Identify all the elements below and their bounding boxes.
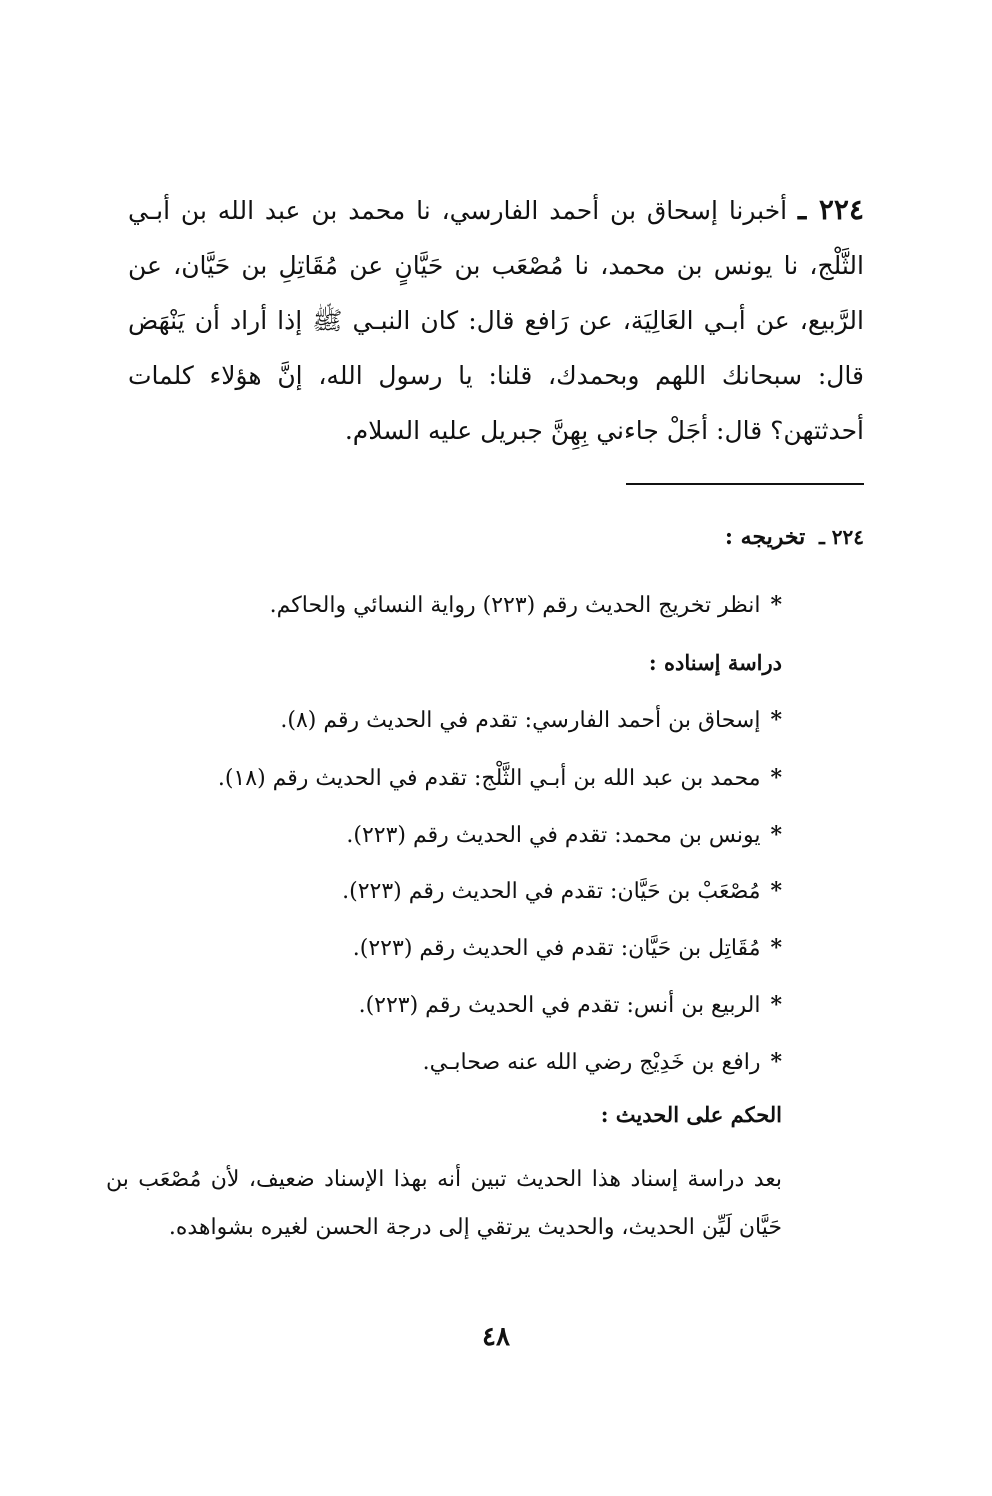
narrator-item <box>342 876 782 907</box>
isnad-heading: دراسة إسناده : <box>648 650 782 675</box>
page-number: ٤٨ <box>482 1322 510 1352</box>
narrator-item <box>218 763 782 794</box>
narrator-text: إسحاق بن أحمد الفارسي: تقدم في الحديث رقم (٨). <box>280 708 761 733</box>
narrator-item <box>346 820 782 851</box>
narrator-text: الربيع بن أنس: تقدم في الحديث رقم (٢٢٣). <box>358 993 761 1018</box>
takhrij-text: انظر تخريج الحديث رقم (٢٢٣) رواية النسائي والحاكم. <box>269 593 761 618</box>
ruling-paragraph: بعد دراسة إسناد هذا الحديث تبين أنه بهذا الإسناد ضعيف، لأن مُصْعَب بن حَيَّان لَيِّن الحديث، والحديث يرتقي إلى درجة الحسن لغيره بشواهده. <box>106 1167 782 1240</box>
narrator-text: مُصْعَبْ بن حَيَّان: تقدم في الحديث رقم (٢٢٣). <box>342 879 761 904</box>
footnote-divider <box>626 483 864 485</box>
bullet-star: * <box>770 822 782 848</box>
narrator-item <box>359 990 782 1021</box>
footnote-heading <box>725 524 864 550</box>
bullet-star: * <box>770 707 782 733</box>
bullet-star: * <box>770 878 782 904</box>
hadith-text: أخبرنا إسحاق بن أحمد الفارسي، نا محمد بن عبد الله بن أبـي الثَّلْج، نا يونس بن محمد، نا مُصْعَب بن حَيَّانٍ عن مُقَاتِلِ بن حَيَّان، عن الرَّبيع، عن أبـي العَالِيَة، عن رَافع قال: كان النبـي ﷺ إذا أراد أن يَنْهَض قال: سبحانك اللهم وبحمدك، قلنا: يا رسول الله، إنَّ هؤلاء كلمات أحدثتهن؟ قال: أجَلْ جاءني بِهِنَّ جبريل عليه السلام. <box>128 196 864 445</box>
narrator-item <box>280 705 782 736</box>
narrator-text: محمد بن عبد الله بن أبـي الثَّلْج: تقدم في الحديث رقم (١٨). <box>217 766 761 791</box>
narrator-item <box>423 1047 782 1078</box>
narrator-text: مُقَاتِل بن حَيَّان: تقدم في الحديث رقم (٢٢٣). <box>352 936 761 961</box>
ruling-heading: الحكم على الحديث : <box>600 1102 782 1127</box>
takhrij-item <box>270 590 782 621</box>
bullet-star: * <box>770 765 782 791</box>
narrator-text: رافع بن خَدِيْج رضي الله عنه صحابـي. <box>422 1050 761 1075</box>
hadith-paragraph <box>128 182 864 458</box>
bullet-star: * <box>770 935 782 961</box>
bullet-star: * <box>770 1049 782 1075</box>
takhrij-title: تخريجه : <box>724 524 806 550</box>
hadith-number: ٢٢٤ ـ <box>798 193 865 226</box>
bullet-star: * <box>770 592 782 618</box>
narrator-text: يونس بن محمد: تقدم في الحديث رقم (٢٢٣). <box>346 823 761 848</box>
bullet-star: * <box>770 992 782 1018</box>
narrator-item <box>353 933 782 964</box>
footnote-number: ٢٢٤ ـ <box>818 525 864 549</box>
